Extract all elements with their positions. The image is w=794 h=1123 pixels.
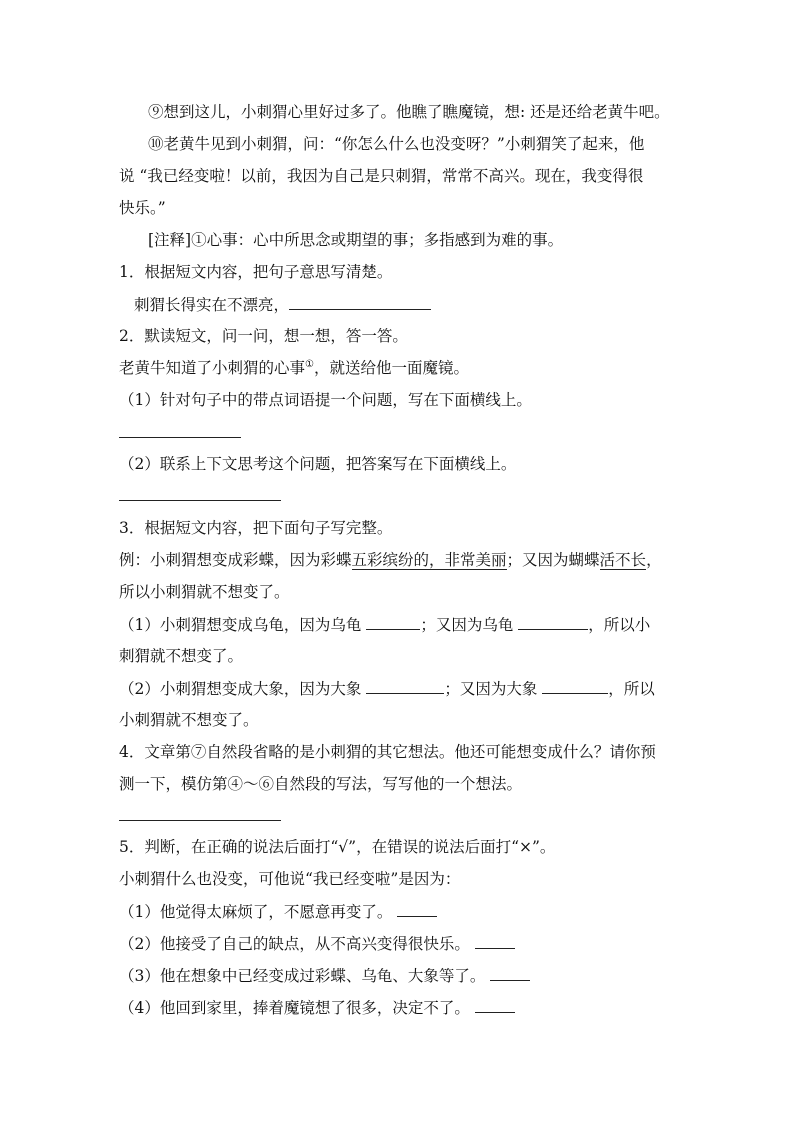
answer-blank-q3-2a[interactable] <box>366 677 444 694</box>
answer-blank-q3-1b[interactable] <box>518 613 588 630</box>
answer-line-q4[interactable] <box>119 820 281 821</box>
judgment-item-1 <box>119 900 437 923</box>
question-1-prompt <box>134 293 431 316</box>
judgment-blank-2[interactable] <box>475 932 515 949</box>
judgment-item-2 <box>119 932 515 955</box>
judgment-item-4 <box>119 996 515 1019</box>
judgment-item-3 <box>119 964 530 987</box>
example-underlined-1: 五彩缤纷的，非常美丽 <box>351 551 507 569</box>
q3-s1-text-a: （1）小刺猬想变成乌龟，因为乌龟 <box>119 616 362 634</box>
judgment-blank-1[interactable] <box>397 900 437 917</box>
question-2-sub-2: （2）联系上下文思考这个问题，把答案写在下面横线上。 <box>119 455 517 473</box>
question-2-sentence-end: ，就送给他一面魔镜。 <box>313 359 469 377</box>
answer-line-q2-1[interactable] <box>119 437 241 438</box>
paragraph-9: ⑨想到这儿，小刺猬心里好过多了。他瞧了瞧魔镜，想: 还是还给老黄牛吧。 <box>148 103 670 121</box>
answer-blank-q1[interactable] <box>289 293 431 310</box>
q3-s1-text-c: ，所以小 <box>588 616 651 634</box>
question-3-sub-1-line-2: 刺猬就不想变了。 <box>119 647 244 665</box>
question-3-sub-2 <box>119 677 655 700</box>
answer-blank-q3-1a[interactable] <box>366 613 420 630</box>
example-text-a: 例：小刺猬想变成彩蝶，因为彩蝶 <box>119 551 352 569</box>
judgment-blank-3[interactable] <box>490 964 530 981</box>
q3-s2-text-b: ；又因为大象 <box>444 680 538 698</box>
judgment-item-3-text: （3）他在想象中已经变成过彩蝶、乌龟、大象等了。 <box>119 967 486 985</box>
paragraph-10-line-3: 快乐。” <box>119 199 166 217</box>
question-3-title: 3．根据短文内容，把下面句子写完整。 <box>119 519 393 537</box>
example-text-c: ， <box>646 551 662 569</box>
question-5-intro: 小刺猬什么也没变，可他说“我已经变啦”是因为： <box>119 870 461 888</box>
answer-blank-q3-2b[interactable] <box>542 677 608 694</box>
q3-s2-text-c: ，所以 <box>608 680 655 698</box>
question-3-sub-1 <box>119 613 650 636</box>
question-5-title: 5．判断，在正确的说法后面打“√”，在错误的说法后面打“×”。 <box>119 838 556 856</box>
example-underlined-2: 活不长 <box>599 551 647 569</box>
footnote-marker: ① <box>305 358 314 370</box>
question-3-example-line-1 <box>119 549 662 571</box>
judgment-item-1-text: （1）他觉得太麻烦了，不愿意再变了。 <box>119 903 393 921</box>
paragraph-10-line-2: 说 “我已经变啦！以前，我因为自己是只刺猬，常常不高兴。现在，我变得很 <box>119 167 644 185</box>
question-3-sub-2-line-2: 小刺猬就不想变了。 <box>119 711 259 729</box>
question-4-line-2: 测一下，模仿第④～⑥自然段的写法，写写他的一个想法。 <box>119 775 523 793</box>
question-3-example-line-2: 所以小刺猬就不想变了。 <box>119 583 290 601</box>
annotation-note: [注释]①心事：心中所思念或期望的事；多指感到为难的事。 <box>148 231 564 249</box>
judgment-item-4-text: （4）他回到家里，捧着魔镜想了很多，决定不了。 <box>119 999 470 1017</box>
question-1-prompt-text: 刺猬长得实在不漂亮， <box>134 296 290 314</box>
question-2-sub-1: （1）针对句子中的带点词语提一个问题，写在下面横线上。 <box>119 391 532 409</box>
question-2-sentence <box>119 357 469 379</box>
paragraph-10-line-1: ⑩老黄牛见到小刺猬，问：“你怎么什么也没变呀？”小刺猬笑了起来，他 <box>148 135 645 153</box>
question-4-line-1: 4．文章第⑦自然段省略的是小刺猬的其它想法。他还可能想变成什么？请你预 <box>119 743 656 761</box>
q3-s1-text-b: ；又因为乌龟 <box>420 616 514 634</box>
answer-line-q2-2[interactable] <box>119 500 281 501</box>
judgment-blank-4[interactable] <box>475 996 515 1013</box>
question-1-title: 1．根据短文内容，把句子意思写清楚。 <box>119 263 393 281</box>
q3-s2-text-a: （2）小刺猬想变成大象，因为大象 <box>119 680 362 698</box>
question-2-title: 2．默读短文，问一问，想一想，答一答。 <box>119 327 408 345</box>
question-2-sentence-text: 老黄牛知道了小刺猬的心事 <box>119 359 306 377</box>
judgment-item-2-text: （2）他接受了自己的缺点，从不高兴变得很快乐。 <box>119 935 470 953</box>
example-text-b: ；又因为蝴蝶 <box>506 551 600 569</box>
